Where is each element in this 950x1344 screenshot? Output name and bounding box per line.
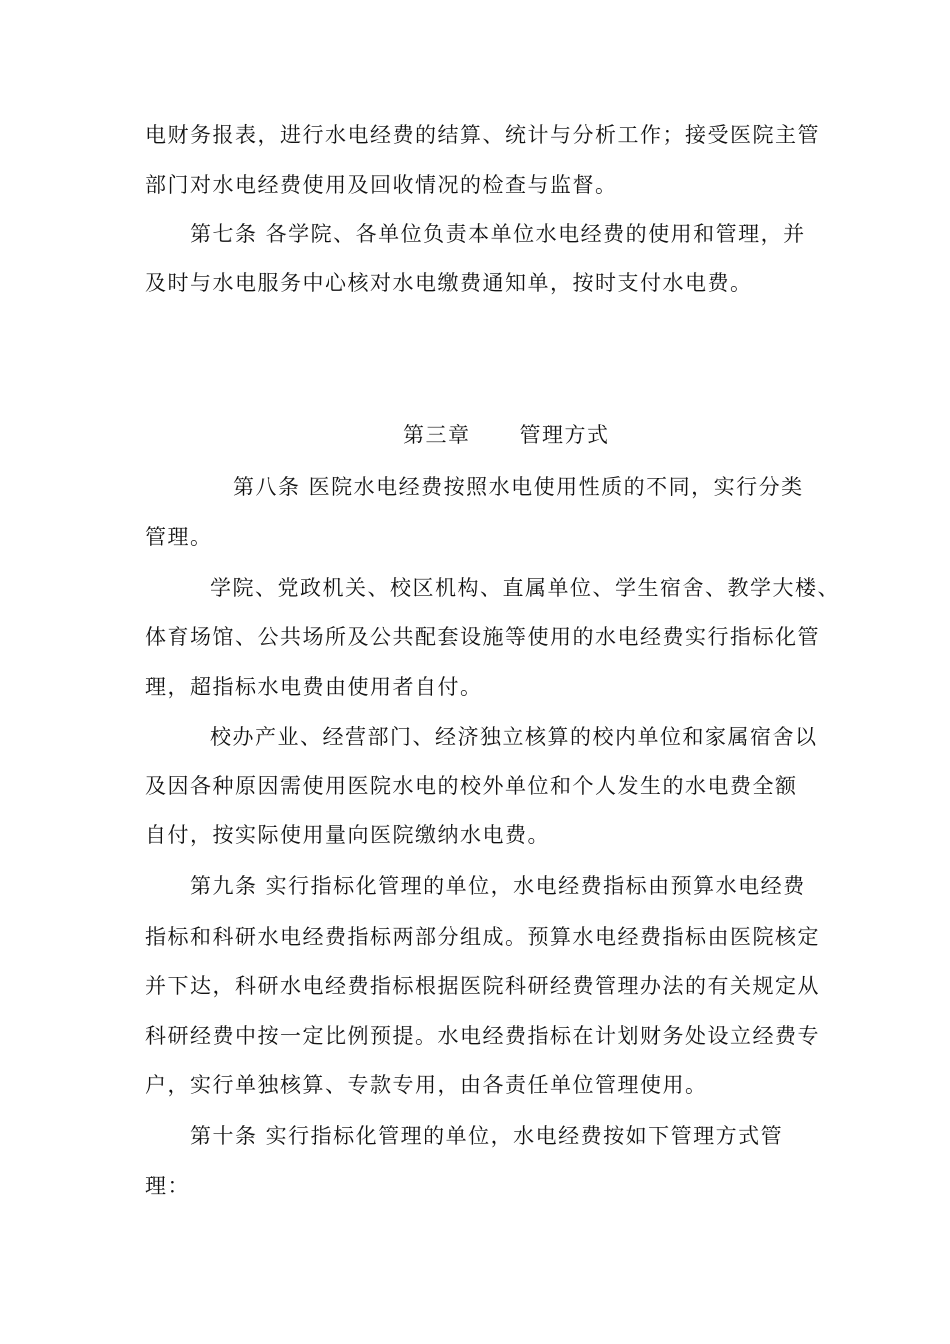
paragraph-line: 并下达，科研水电经费指标根据医院科研经费管理办法的有关规定从 (145, 974, 820, 998)
paragraph-line: 指标和科研水电经费指标两部分组成。预算水电经费指标由医院核定 (145, 925, 820, 949)
paragraph-line: 管理。 (145, 525, 213, 549)
article-8-line: 第八条 医院水电经费按照水电使用性质的不同，实行分类 (233, 475, 804, 499)
paragraph-line: 理： (145, 1174, 190, 1198)
paragraph-line: 户，实行单独核算、专款专用，由各责任单位管理使用。 (145, 1073, 708, 1097)
paragraph-line: 自付，按实际使用量向医院缴纳水电费。 (145, 823, 550, 847)
paragraph-line: 校办产业、经营部门、经济独立核算的校内单位和家属宿舍以 (210, 725, 818, 749)
paragraph-line: 部门对水电经费使用及回收情况的检查与监督。 (145, 173, 618, 197)
chapter-title: 第三章 管理方式 (403, 423, 610, 447)
article-10-line: 第十条 实行指标化管理的单位，水电经费按如下管理方式管 (190, 1124, 784, 1148)
paragraph-line: 体育场馆、公共场所及公共配套设施等使用的水电经费实行指标化管 (145, 625, 820, 649)
article-9-line: 第九条 实行指标化管理的单位，水电经费指标由预算水电经费 (190, 874, 806, 898)
paragraph-line: 学院、党政机关、校区机构、直属单位、学生宿舍、教学大楼、 (210, 576, 840, 600)
paragraph-line: 科研经费中按一定比例预提。水电经费指标在计划财务处设立经费专 (145, 1024, 820, 1048)
article-7-line: 第七条 各学院、各单位负责本单位水电经费的使用和管理，并 (190, 222, 806, 246)
paragraph-line: 理，超指标水电费由使用者自付。 (145, 675, 483, 699)
paragraph-line: 电财务报表，进行水电经费的结算、统计与分析工作；接受医院主管 (145, 123, 820, 147)
paragraph-line: 及因各种原因需使用医院水电的校外单位和个人发生的水电费全额 (145, 774, 798, 798)
paragraph-line: 及时与水电服务中心核对水电缴费通知单，按时支付水电费。 (145, 271, 753, 295)
